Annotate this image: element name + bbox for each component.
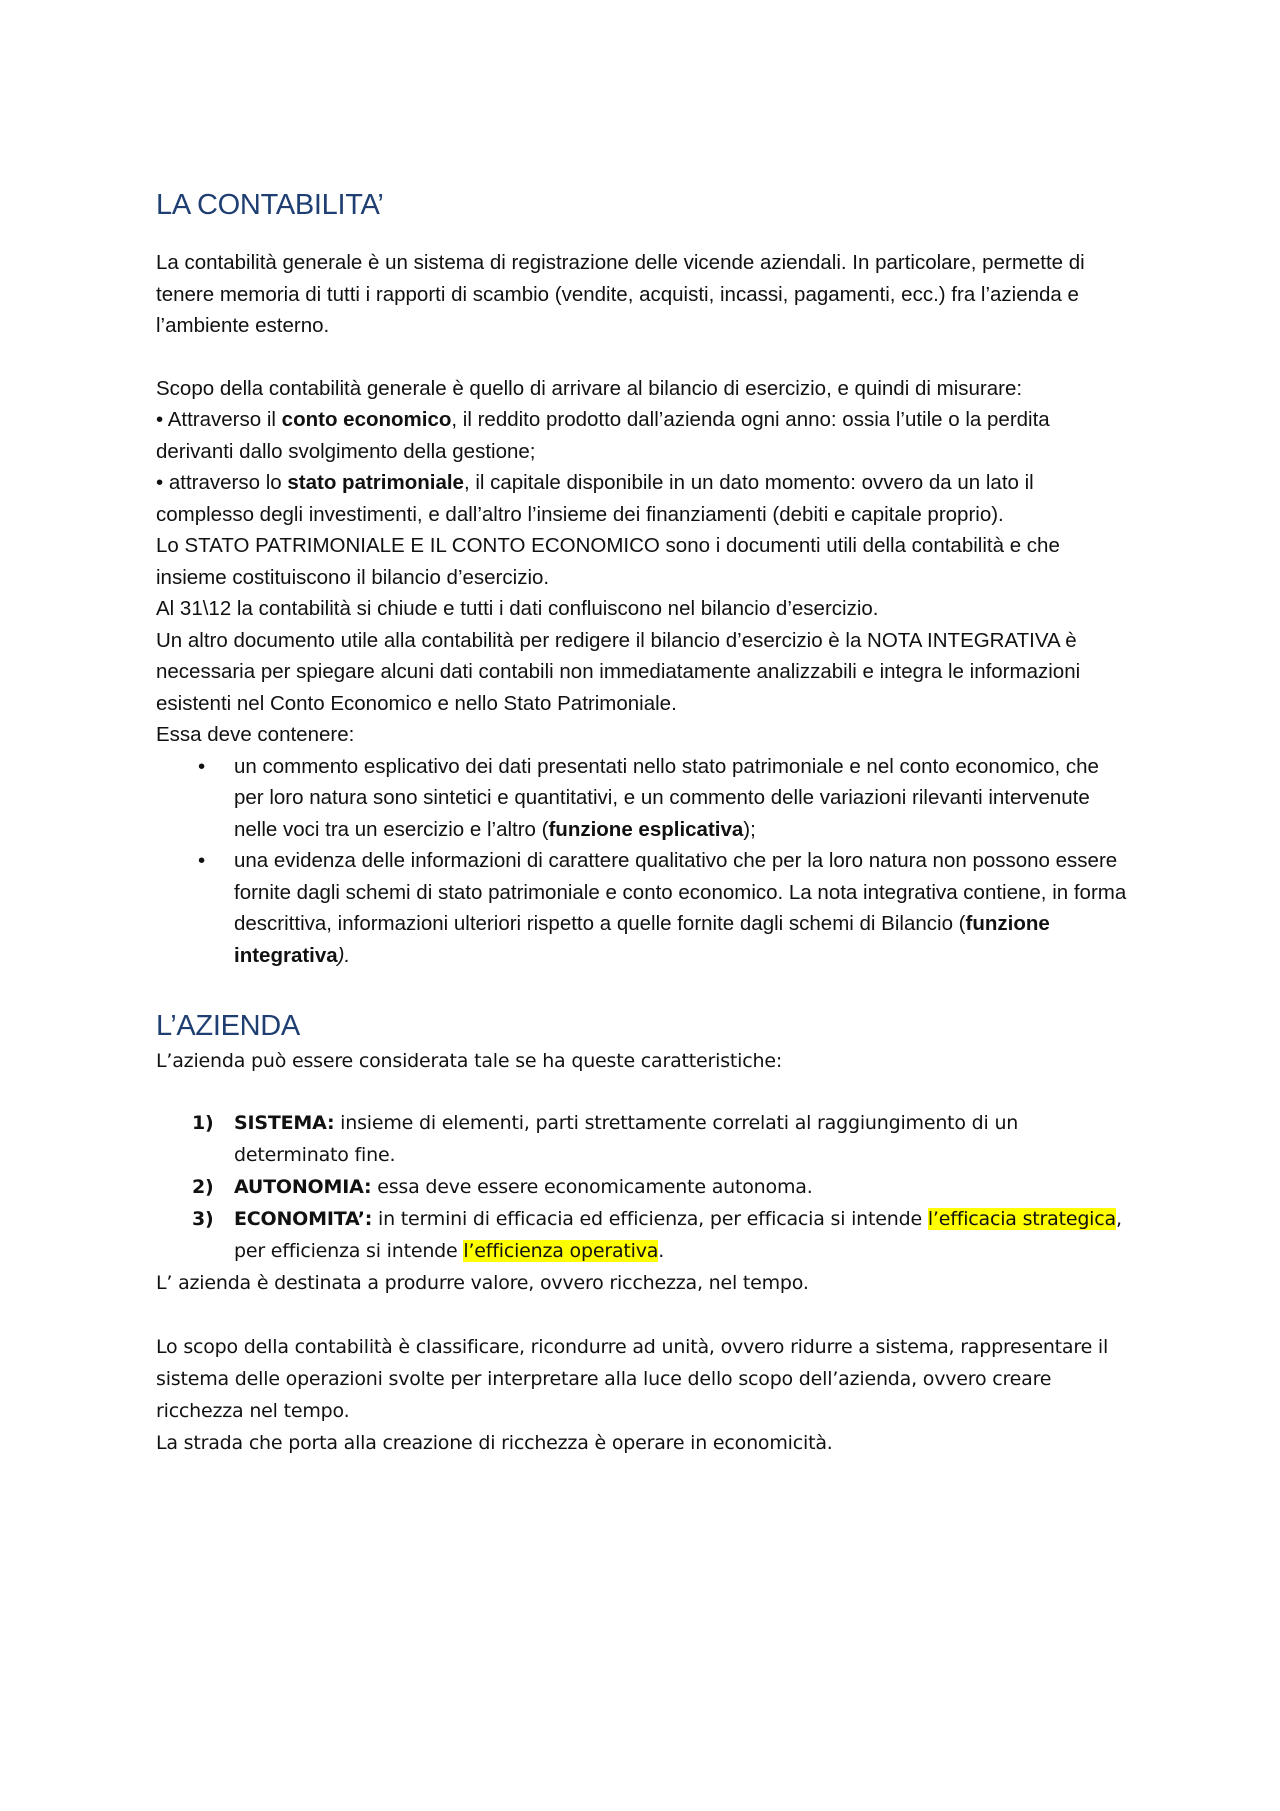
paragraph-valore: L’ azienda è destinata a produrre valore, ovvero ricchezza, nel tempo. xyxy=(156,1272,809,1294)
paragraph-intro: La contabilità generale è un sistema di registrazione delle vicende aziendali. In particolare, permette di tenere memoria di tutti i rapporti di scambio (vendite, acquisti, incassi, pagamenti, ecc.) fra l’azienda e l’ambiente esterno. xyxy=(156,251,1085,337)
highlight-efficienza-operativa: l’efficienza operativa xyxy=(463,1240,659,1262)
list-item-economita: 3) ECONOMITA’: in termini di efficacia ed efficienza, per efficacia si intende l’efficacia strategica, per efficienza si intende l’efficienza operativa. xyxy=(156,1203,1131,1267)
term-funzione-integrativa: funzione integrativa xyxy=(234,912,1050,967)
paragraph-contains: Essa deve contenere: xyxy=(156,723,355,746)
list-number: 2) xyxy=(192,1176,214,1198)
paragraph-scope: Scopo della contabilità generale è quello di arrivare al bilancio di esercizio, e quindi di misurare: xyxy=(156,376,1023,400)
paragraph-economicita: La strada che porta alla creazione di ricchezza è operare in economicità. xyxy=(156,1432,833,1454)
bullet-list xyxy=(156,751,1131,972)
paragraph-documents: Lo STATO PATRIMONIALE E IL CONTO ECONOMICO sono i documenti utili della contabilità e che insieme costituiscono il bilancio d’esercizio. xyxy=(156,534,1060,589)
list-number: 3) xyxy=(192,1208,214,1230)
section-azienda xyxy=(156,1045,1131,1459)
bullet-icon: • xyxy=(198,754,206,778)
bullet-icon: • xyxy=(198,849,206,872)
paragraph-point-stato-patrimoniale: • attraverso lo stato patrimoniale, il capitale disponibile in un dato momento: ovvero da un lato il complesso degli investimenti, e dall’altro l’insieme dei finanziamenti (debiti e capitale proprio). xyxy=(156,471,1034,526)
section-contabilita xyxy=(156,247,1131,971)
paragraph-date: Al 31\12 la contabilità si chiude e tutti i dati confluiscono nel bilancio d’esercizio. xyxy=(156,597,879,620)
paragraph-azienda-intro: L’azienda può essere considerata tale se ha queste caratteristiche: xyxy=(156,1050,783,1072)
list-number: 1) xyxy=(192,1112,214,1134)
document-page xyxy=(156,186,1131,1459)
term-conto-economico: conto economico xyxy=(281,408,452,431)
term-funzione-esplicativa: funzione esplicativa xyxy=(548,817,744,841)
paragraph-nota-integrativa: Un altro documento utile alla contabilità per redigere il bilancio d’esercizio è la NOTA INTEGRATIVA è necessaria per spiegare alcuni dati contabili non immediatamente analizzabili e integra le informazioni esistenti nel Conto Economico e nello Stato Patrimoniale. xyxy=(156,628,1081,715)
highlight-efficacia-strategica: l’efficacia strategica xyxy=(927,1208,1116,1230)
heading-contabilita: LA CONTABILITA’ xyxy=(156,189,384,221)
heading-azienda: L’AZIENDA xyxy=(156,1010,300,1042)
paragraph-point-conto-economico: • Attraverso il conto economico, il reddito prodotto dall’azienda ogni anno: ossia l’utile o la perdita derivanti dallo svolgimento della gestione; xyxy=(156,408,1050,463)
paragraph-scopo-contabilita: Lo scopo della contabilità è classificare, ricondurre ad unità, ovvero ridurre a sistema, rappresentare il sistema delle operazioni svolte per interpretare alla luce dello scopo dell’azienda, ovvero creare ricchezza nel tempo. xyxy=(156,1336,1109,1422)
list-item: • un commento esplicativo dei dati presentati nello stato patrimoniale e nel conto economico, che per loro natura sono sintetici e quantitativi, e un commento delle variazioni rilevanti intervenute nelle voci tra un esercizio e l’altro (funzione esplicativa); xyxy=(156,751,1131,846)
list-item: • una evidenza delle informazioni di carattere qualitativo che per la loro natura non possono essere fornite dagli schemi di stato patrimoniale e conto economico. La nota integrativa contiene, in forma descrittiva, informazioni ulteriori rispetto a quelle fornite dagli schemi di Bilancio (funzione integrativa). xyxy=(156,845,1131,971)
term-stato-patrimoniale: stato patrimoniale xyxy=(287,471,464,494)
numbered-list xyxy=(156,1107,1131,1267)
list-item-sistema: 1) SISTEMA: insieme di elementi, parti strettamente correlati al raggiungimento di un determinato fine. xyxy=(156,1107,1131,1171)
list-item-autonomia: 2) AUTONOMIA: essa deve essere economicamente autonoma. xyxy=(156,1171,1131,1203)
